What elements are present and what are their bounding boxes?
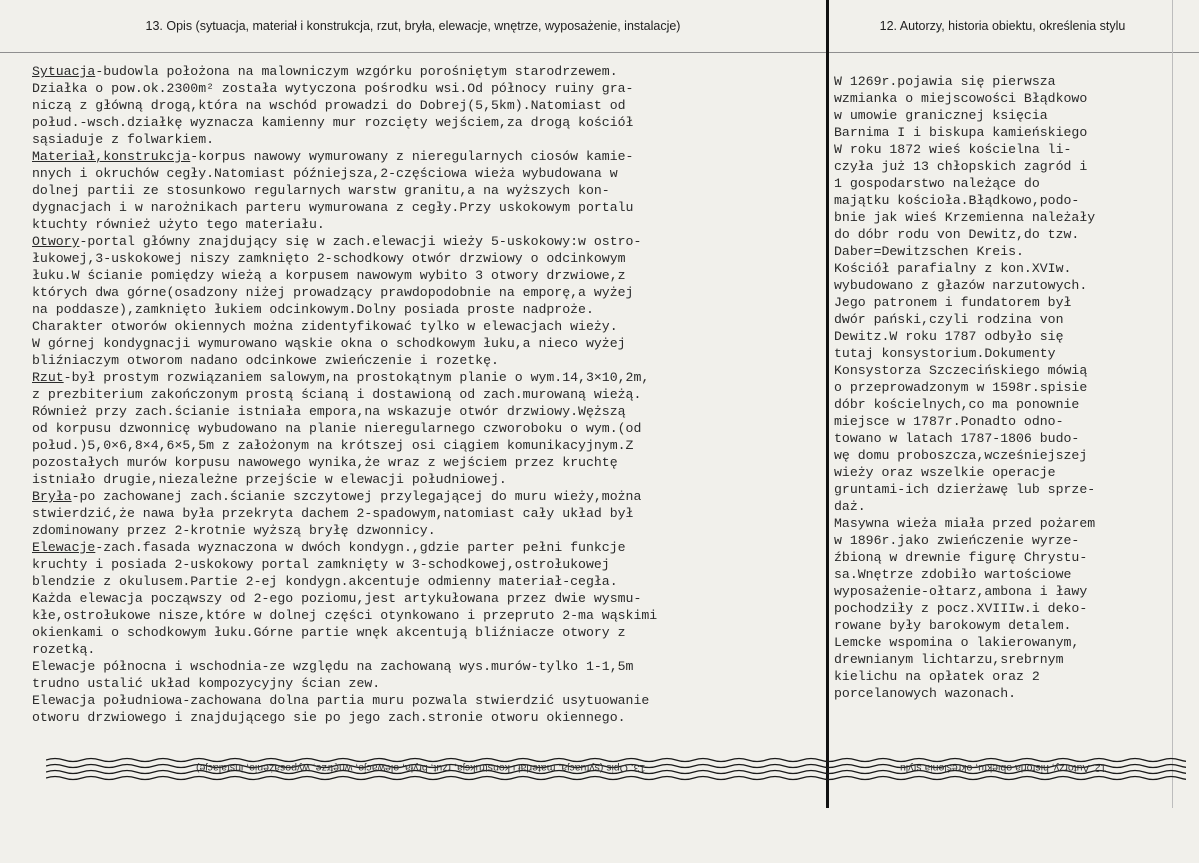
text-line: wieży oraz wszelkie operacje	[834, 465, 1056, 480]
text-line: daż.	[834, 499, 866, 514]
text-line: niczą z główną drogą,która na wschód prowadzi do Dobrej(5,5km).Natomiast od	[32, 98, 626, 113]
text-line: w 1896r.jako zwieńczenie wyrze-	[834, 533, 1080, 548]
section-heading: Elewacje	[32, 540, 96, 555]
text-line: o przeprowadzonym w 1598r.spisie	[834, 380, 1088, 395]
text-line: Konsystorza Szczecińskiego mówią	[834, 363, 1088, 378]
text-line: kruchty i posiada 2-uskokowy portal zamknięty w 3-schodkowej,ostrołukowej	[32, 557, 610, 572]
text-line: Bryła-po zachowanej zach.ścianie szczytowej przylegającej do muru wieży,można	[32, 489, 642, 504]
text-line: dygnacjach i w narożnikach parteru wymurowana z cegły.Przy uskokowym portalu	[32, 200, 634, 215]
text-line: na poddasze),zamknięto łukiem odcinkowym.Dolny posiada proste nadproże.	[32, 302, 594, 317]
text-line: połud.)5,0×6,8×4,6×5,5m z założonym na krótszej osi ciągiem komunikacyjnym.Z	[32, 438, 634, 453]
text-line: których dwa górne(osadzony niżej prowadzący prawdopodobnie na emporę,a wyżej	[32, 285, 634, 300]
text-line: źbioną w drewnie figurę Chrystu-	[834, 550, 1088, 565]
text-line: stwierdzić,że nawa była przekryta dachem 2-spadowym,natomiast cały układ był	[32, 506, 634, 521]
text-line: czyła już 13 chłopskich zagród i	[834, 159, 1088, 174]
text-line: kielichu na opłatek oraz 2	[834, 669, 1040, 684]
text-line: Masywna wieża miała przed pożarem	[834, 516, 1096, 531]
text-line: Sytuacja-budowla położona na malowniczym wzgórku porośniętym starodrzewem.	[32, 64, 618, 79]
section-heading: Rzut	[32, 370, 64, 385]
text-line: tutaj konsystorium.Dokumenty	[834, 346, 1056, 361]
text-line: od korpusu dzwonnicę wybudowano na planie nieregularnego czworoboku o wym.(od	[32, 421, 642, 436]
section-heading: Otwory	[32, 234, 80, 249]
text-line: do dóbr rodu von Dewitz,do tzw.	[834, 227, 1080, 242]
column-divider	[826, 0, 829, 808]
right-margin-line	[1172, 0, 1173, 808]
text-line: zdominowany przez 2-krotnie wyższą bryłę dzwonnicy.	[32, 523, 436, 538]
text-line: Jego patronem i fundatorem był	[834, 295, 1072, 310]
text-line: wę domu proboszcza,wcześniejszej	[834, 448, 1088, 463]
text-line: wybudowano z głazów narzutowych.	[834, 278, 1088, 293]
section-heading: Sytuacja	[32, 64, 96, 79]
text-line: otworu drzwiowego i znajdującego sie po jego zach.stronie otworu okiennego.	[32, 710, 626, 725]
text-line: sa.Wnętrze zdobiło wartościowe	[834, 567, 1072, 582]
text-line: Kościół parafialny z kon.XVIw.	[834, 261, 1072, 276]
text-line: pozostałych murów korpusu nawowego wynika,że wraz z wejściem przez kruchtę	[32, 455, 618, 470]
text-line: majątku kościoła.Błądkowo,podo-	[834, 193, 1080, 208]
text-line: łukowej,3-uskokowej niszy zamknięto 2-schodkowy otwór drzwiowy o odcinkowym	[32, 251, 626, 266]
section-13-header: 13. Opis (sytuacja, materiał i konstrukcja, rzut, bryła, elewacje, wnętrze, wyposażenie, instalacje)	[145, 19, 681, 33]
text-line: Rzut-był prostym rozwiązaniem salowym,na prostokątnym planie o wym.14,3×10,2m,	[32, 370, 650, 385]
text-line: W 1269r.pojawia się pierwsza	[834, 74, 1056, 89]
text-line: z prezbiterium zakończonym prostą ścianą i dostawioną od zach.murowaną wieżą.	[32, 387, 642, 402]
text-line: trudno ustalić układ kompozycyjny ścian zew.	[32, 676, 381, 691]
mirrored-footer-left: 13. Opis (sytuacja, materiał i konstrukcja, rzut, bryła, elewacje, wnętrze, wyposażenie, instalacje)	[196, 762, 646, 774]
text-line: Materiał,konstrukcja-korpus nawowy wymurowany z nieregularnych ciosów kamie-	[32, 149, 634, 164]
section-heading: Bryła	[32, 489, 72, 504]
text-line: łuku.W ścianie pomiędzy wieżą a korpusem nawowym wybito 3 otwory drzwiowe,z	[32, 268, 626, 283]
section-heading: Materiał,konstrukcja	[32, 149, 191, 164]
history-text	[834, 73, 1166, 702]
text-line: Elewacje północna i wschodnia-ze względu na zachowaną wys.murów-tylko 1-1,5m	[32, 659, 634, 674]
text-line: bnie jak wieś Krzemienna należały	[834, 210, 1096, 225]
text-line: wzmianka o miejscowości Błądkowo	[834, 91, 1088, 106]
mirrored-footer-right: 12. Autorzy, historia obiektu, określenia stylu	[900, 762, 1107, 774]
text-line: Również przy zach.ścianie istniała empora,na wskazuje otwór drzwiowy.Węższą	[32, 404, 626, 419]
text-line: ktuchty również użyto tego materiału.	[32, 217, 325, 232]
text-line: Elewacja południowa-zachowana dolna partia muru pozwala stwierdzić usytuowanie	[32, 693, 650, 708]
text-line: istniało drugie,niezależne przejście w elewacji południowej.	[32, 472, 507, 487]
text-line: bliźniaczym otworom nadano odcinkowe zwieńczenie i rozetkę.	[32, 353, 499, 368]
text-line: rozetką.	[32, 642, 96, 657]
text-line: porcelanowych wazonach.	[834, 686, 1017, 701]
text-line: okienkami o schodkowym łuku.Górne partie wnęk akcentują bliźniacze otwory z	[32, 625, 626, 640]
text-line: Otwory-portal główny znajdujący się w zach.elewacji wieży 5-uskokowy:w ostro-	[32, 234, 642, 249]
text-line: dwór pański,czyli rodzina von	[834, 312, 1064, 327]
text-line: drewnianym lichtarzu,srebrnym	[834, 652, 1064, 667]
text-line: dolnej partii ze stosunkowo regularnych warstw granitu,a na wyższych kon-	[32, 183, 610, 198]
text-line: Dewitz.W roku 1787 odbyło się	[834, 329, 1064, 344]
text-line: w umowie granicznej księcia	[834, 108, 1048, 123]
text-line: Elewacje-zach.fasada wyznaczona w dwóch kondygn.,gdzie parter pełni funkcje	[32, 540, 626, 555]
text-line: blendzie z okulusem.Partie 2-ej kondygn.akcentuje odmienny materiał-cegła.	[32, 574, 618, 589]
header-divider	[0, 52, 1199, 53]
text-line: pochodziły z pocz.XVIIIw.i deko-	[834, 601, 1088, 616]
section-12-header: 12. Autorzy, historia obiektu, określenia stylu	[879, 19, 1126, 33]
text-line: 1 gospodarstwo należące do	[834, 176, 1040, 191]
text-line: Daber=Dewitzschen Kreis.	[834, 244, 1024, 259]
text-line: Lemcke wspomina o lakierowanym,	[834, 635, 1080, 650]
text-line: kłe,ostrołukowe nisze,które w dolnej części otynkowano i przepruto 2-ma wąskimi	[32, 608, 658, 623]
text-line: Barnima I i biskupa kamieńskiego	[834, 125, 1088, 140]
text-line: Działka o pow.ok.2300m² została wytyczona pośrodku wsi.Od północy ruiny gra-	[32, 81, 634, 96]
text-line: towano w latach 1787-1806 budo-	[834, 431, 1080, 446]
text-line: miejsce w 1787r.Ponadto odno-	[834, 414, 1064, 429]
text-line: rowane były barokowym detalem.	[834, 618, 1072, 633]
text-line: Charakter otworów okiennych można zidentyfikować tylko w elewacjach wieży.	[32, 319, 618, 334]
text-line: Każda elewacja począwszy od 2-ego poziomu,jest artykułowana przez dwie wysmu-	[32, 591, 642, 606]
text-line: wyposażenie-ołtarz,ambona i ławy	[834, 584, 1088, 599]
text-line: W roku 1872 wieś kościelna li-	[834, 142, 1072, 157]
text-line: dóbr kościelnych,co ma ponownie	[834, 397, 1080, 412]
description-text	[32, 63, 824, 726]
text-line: W górnej kondygnacji wymurowano wąskie okna o schodkowym łuku,a nieco wyżej	[32, 336, 626, 351]
text-line: gruntami-ich dzierżawę lub sprze-	[834, 482, 1096, 497]
text-line: nnych i okruchów cegły.Natomiast późniejsza,2-częściowa wieża wybudowana w	[32, 166, 618, 181]
text-line: sąsiaduje z folwarkiem.	[32, 132, 215, 147]
text-line: połud.-wsch.działkę wyznacza kamienny mur rozcięty wejściem,za drogą kościół	[32, 115, 634, 130]
